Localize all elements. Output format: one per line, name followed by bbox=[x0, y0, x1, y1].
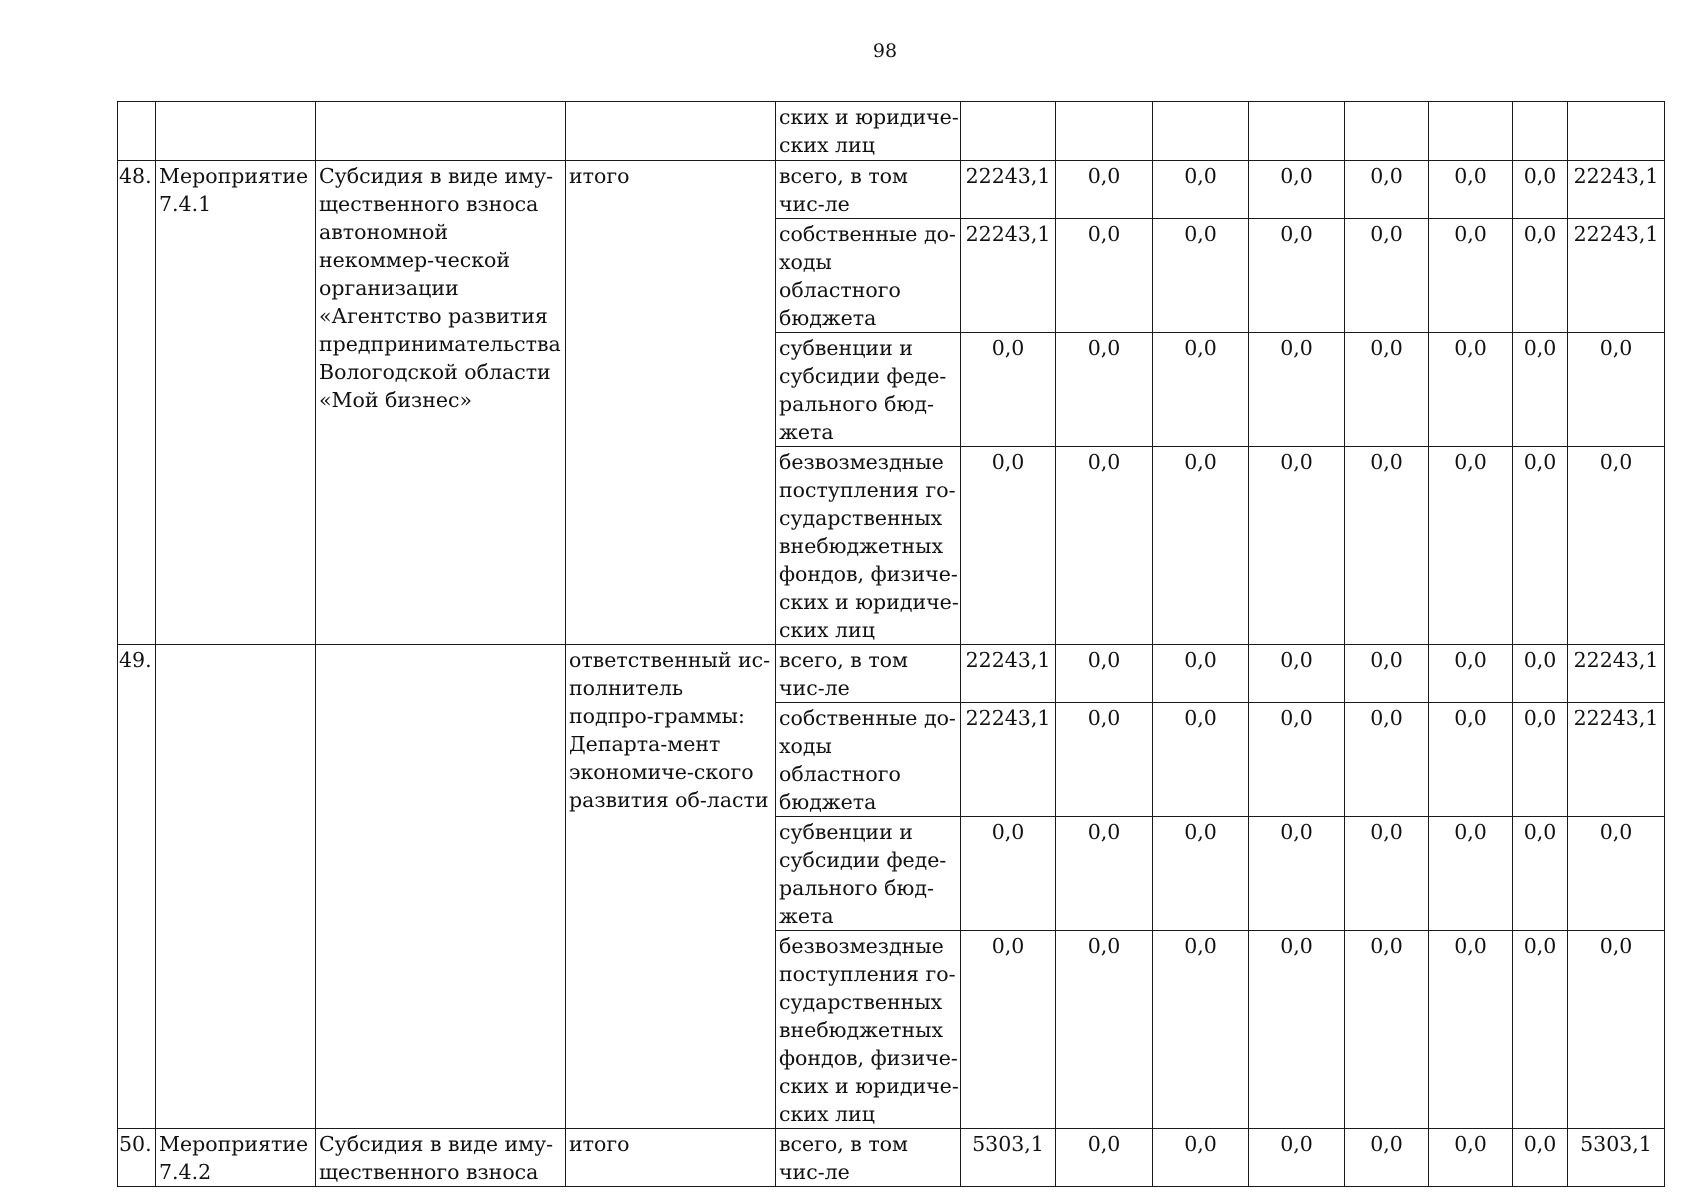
cell-value: 0,0 bbox=[961, 931, 1056, 1129]
cell-number: 48. bbox=[118, 161, 156, 645]
cell-value: 0,0 bbox=[1429, 447, 1513, 645]
cell-value: 0,0 bbox=[1513, 817, 1568, 931]
cell-value: 0,0 bbox=[961, 817, 1056, 931]
cell-value: 0,0 bbox=[1249, 645, 1345, 703]
cell-value: 0,0 bbox=[1429, 817, 1513, 931]
cell-value: 0,0 bbox=[1153, 703, 1249, 817]
cell-source: собственные до-ходы областного бюджета bbox=[776, 219, 961, 333]
cell-number: 50. bbox=[118, 1129, 156, 1187]
cell-value: 0,0 bbox=[1056, 645, 1153, 703]
cell-value: 0,0 bbox=[1056, 931, 1153, 1129]
cell-event bbox=[156, 102, 316, 161]
cell-value: 22243,1 bbox=[961, 645, 1056, 703]
cell-value: 0,0 bbox=[1429, 161, 1513, 219]
cell-value bbox=[1345, 102, 1429, 161]
cell-value: 0,0 bbox=[1153, 931, 1249, 1129]
cell-value: 0,0 bbox=[1513, 703, 1568, 817]
cell-value: 0,0 bbox=[1345, 333, 1429, 447]
cell-value: 0,0 bbox=[1153, 817, 1249, 931]
cell-event: Мероприятие 7.4.2 bbox=[156, 1129, 316, 1187]
cell-source: собственные до-ходы областного бюджета bbox=[776, 703, 961, 817]
cell-value: 0,0 bbox=[1249, 161, 1345, 219]
cell-value bbox=[1249, 102, 1345, 161]
continuation-row bbox=[118, 102, 1665, 161]
cell-value bbox=[1513, 102, 1568, 161]
cell-value: 0,0 bbox=[1249, 447, 1345, 645]
cell-event: Мероприятие 7.4.1 bbox=[156, 161, 316, 645]
cell-value: 0,0 bbox=[1153, 219, 1249, 333]
cell-number bbox=[118, 102, 156, 161]
cell-value: 0,0 bbox=[1345, 817, 1429, 931]
cell-value: 22243,1 bbox=[961, 161, 1056, 219]
cell-value bbox=[1056, 102, 1153, 161]
cell-value: 0,0 bbox=[1345, 1129, 1429, 1187]
cell-value: 22243,1 bbox=[1568, 703, 1665, 817]
cell-value: 0,0 bbox=[1429, 931, 1513, 1129]
cell-event bbox=[156, 645, 316, 1129]
cell-source: всего, в том чис-ле bbox=[776, 1129, 961, 1187]
cell-value: 0,0 bbox=[1249, 931, 1345, 1129]
cell-number: 49. bbox=[118, 645, 156, 1129]
cell-value: 22243,1 bbox=[1568, 219, 1665, 333]
cell-value: 0,0 bbox=[1249, 817, 1345, 931]
cell-source: субвенции и субсидии феде-рального бюд-жета bbox=[776, 817, 961, 931]
cell-value: 0,0 bbox=[1429, 219, 1513, 333]
cell-value: 22243,1 bbox=[961, 219, 1056, 333]
cell-value: 22243,1 bbox=[1568, 161, 1665, 219]
cell-value: 0,0 bbox=[1153, 447, 1249, 645]
cell-value: 0,0 bbox=[1513, 161, 1568, 219]
cell-name bbox=[316, 102, 566, 161]
cell-value: 5303,1 bbox=[961, 1129, 1056, 1187]
cell-value: 0,0 bbox=[1429, 333, 1513, 447]
cell-value bbox=[961, 102, 1056, 161]
cell-value: 0,0 bbox=[961, 447, 1056, 645]
cell-value: 0,0 bbox=[1568, 817, 1665, 931]
cell-executor: ответственный ис-полнитель подпро-граммы: Департа-мент экономиче-ского развития об-ласти bbox=[566, 645, 776, 1129]
cell-value bbox=[1153, 102, 1249, 161]
cell-value: 0,0 bbox=[1056, 817, 1153, 931]
cell-source: всего, в том чис-ле bbox=[776, 645, 961, 703]
cell-value: 0,0 bbox=[1249, 703, 1345, 817]
cell-value: 0,0 bbox=[1056, 333, 1153, 447]
cell-value: 0,0 bbox=[1249, 1129, 1345, 1187]
cell-value: 0,0 bbox=[1345, 219, 1429, 333]
cell-source: субвенции и субсидии феде-рального бюд-жета bbox=[776, 333, 961, 447]
table-row bbox=[118, 1129, 1665, 1187]
table-body bbox=[118, 102, 1665, 1187]
cell-value: 0,0 bbox=[1429, 703, 1513, 817]
cell-value: 0,0 bbox=[1513, 333, 1568, 447]
cell-value: 0,0 bbox=[1513, 931, 1568, 1129]
table-row bbox=[118, 645, 1665, 703]
budget-table bbox=[117, 101, 1665, 1187]
cell-value: 0,0 bbox=[1345, 703, 1429, 817]
cell-executor: итого bbox=[566, 1129, 776, 1187]
cell-value: 0,0 bbox=[1568, 447, 1665, 645]
cell-name: Субсидия в виде иму-щественного взноса автономной некоммер-ческой организации «Агентство развития предпринимательства Вологодской области «Мой бизнес» bbox=[316, 161, 566, 645]
cell-value: 0,0 bbox=[1345, 447, 1429, 645]
cell-executor bbox=[566, 102, 776, 161]
page-number: 98 bbox=[872, 40, 898, 62]
cell-value: 0,0 bbox=[1429, 1129, 1513, 1187]
cell-value bbox=[1568, 102, 1665, 161]
cell-value: 0,0 bbox=[1345, 645, 1429, 703]
cell-value: 0,0 bbox=[1429, 645, 1513, 703]
cell-value: 0,0 bbox=[1513, 447, 1568, 645]
cell-value: 0,0 bbox=[1249, 219, 1345, 333]
cell-value: 0,0 bbox=[1568, 333, 1665, 447]
cell-source: безвозмездные поступления го-сударственных внебюджетных фондов, физиче-ских и юридиче-ских лиц bbox=[776, 931, 961, 1129]
cell-value: 0,0 bbox=[1056, 161, 1153, 219]
cell-value: 0,0 bbox=[1056, 1129, 1153, 1187]
cell-value: 0,0 bbox=[1153, 1129, 1249, 1187]
cell-value bbox=[1429, 102, 1513, 161]
cell-value: 0,0 bbox=[1345, 931, 1429, 1129]
cell-executor: итого bbox=[566, 161, 776, 645]
cell-value: 0,0 bbox=[1056, 447, 1153, 645]
cell-value: 0,0 bbox=[1153, 645, 1249, 703]
cell-source: всего, в том чис-ле bbox=[776, 161, 961, 219]
cell-value: 0,0 bbox=[1345, 161, 1429, 219]
cell-value: 0,0 bbox=[1568, 931, 1665, 1129]
cell-value: 0,0 bbox=[1056, 219, 1153, 333]
cell-value: 0,0 bbox=[1513, 1129, 1568, 1187]
table-row bbox=[118, 161, 1665, 219]
cell-value: 0,0 bbox=[961, 333, 1056, 447]
cell-value: 22243,1 bbox=[1568, 645, 1665, 703]
cell-value: 22243,1 bbox=[961, 703, 1056, 817]
cell-value: 0,0 bbox=[1249, 333, 1345, 447]
cell-value: 0,0 bbox=[1513, 645, 1568, 703]
cell-value: 5303,1 bbox=[1568, 1129, 1665, 1187]
cell-name bbox=[316, 645, 566, 1129]
cell-name: Субсидия в виде иму-щественного взноса bbox=[316, 1129, 566, 1187]
cell-value: 0,0 bbox=[1056, 703, 1153, 817]
cell-value: 0,0 bbox=[1513, 219, 1568, 333]
cell-value: 0,0 bbox=[1153, 161, 1249, 219]
cell-source: ских и юридиче-ских лиц bbox=[776, 102, 961, 161]
cell-value: 0,0 bbox=[1153, 333, 1249, 447]
cell-source: безвозмездные поступления го-сударственных внебюджетных фондов, физиче-ских и юридиче-ских лиц bbox=[776, 447, 961, 645]
